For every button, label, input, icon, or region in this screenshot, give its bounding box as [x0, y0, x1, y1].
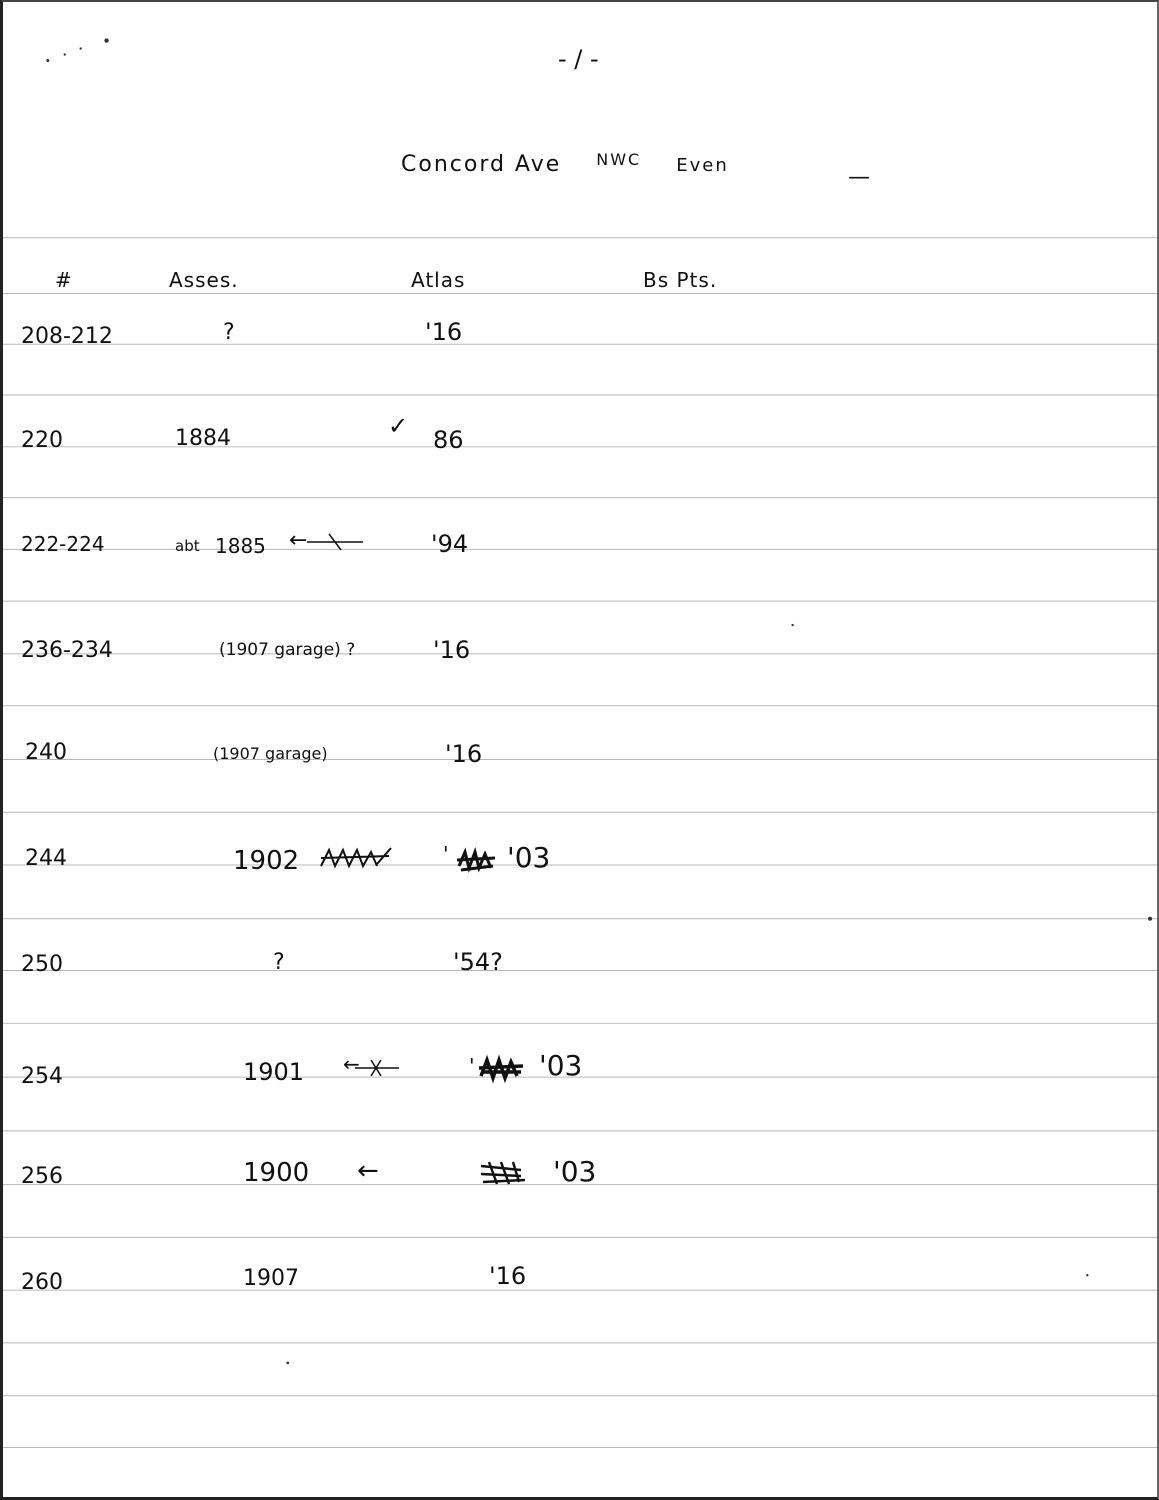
scribble-icon — [455, 846, 499, 874]
page-number: - / - — [558, 45, 599, 73]
title-dash: — — [848, 165, 870, 190]
row-asses: 1885 — [215, 534, 266, 558]
header-number: # — [55, 268, 73, 292]
row-asses: 1884 — [175, 426, 231, 451]
row-asses: 1900 — [243, 1158, 310, 1188]
ruled-lines — [3, 2, 1157, 1497]
row-asses: (1907 garage) — [213, 744, 328, 763]
row-number: 208-212 — [21, 324, 113, 349]
row-atlas-prefix: ' — [443, 842, 449, 866]
row-number: 260 — [21, 1270, 63, 1295]
title-side: Even — [676, 155, 729, 176]
row-asses: ? — [223, 320, 235, 345]
row-asses: (1907 garage) ? — [219, 640, 356, 660]
scribble-icon — [477, 1158, 529, 1188]
row-number: 236-234 — [21, 638, 113, 663]
arrow-left-icon: ← — [343, 1052, 360, 1076]
row-number: 220 — [21, 428, 63, 453]
crossed-arrow-icon — [353, 1058, 401, 1078]
row-asses-prefix: abt — [175, 537, 200, 555]
row-number: 254 — [21, 1064, 63, 1089]
row-atlas: '16 — [433, 636, 471, 664]
row-number: 222-224 — [21, 532, 105, 556]
row-number: 250 — [21, 952, 63, 977]
row-number: 256 — [21, 1164, 63, 1189]
crossed-arrow-icon — [303, 530, 367, 554]
row-atlas: '16 — [425, 318, 463, 346]
row-asses: 1901 — [243, 1058, 305, 1086]
row-atlas: '16 — [445, 740, 483, 768]
row-asses: ? — [273, 950, 285, 975]
row-atlas: '03 — [553, 1155, 597, 1188]
scribble-icon — [477, 1054, 527, 1084]
header-bs-pts: Bs Pts. — [643, 268, 718, 292]
page-title — [401, 152, 729, 176]
row-atlas: '54? — [453, 948, 503, 976]
row-atlas: '03 — [507, 841, 551, 874]
title-corner: NWC — [596, 150, 642, 169]
row-atlas: 86 — [433, 426, 464, 454]
row-atlas: '16 — [489, 1262, 527, 1290]
row-atlas-prefix: ' — [469, 1054, 475, 1078]
row-asses: 1902 — [233, 846, 300, 876]
arrow-left-icon: ← — [289, 528, 308, 553]
row-number: 244 — [25, 846, 67, 871]
row-atlas: '03 — [539, 1049, 583, 1082]
row-asses: 1907 — [243, 1266, 299, 1291]
row-number: 240 — [25, 740, 67, 765]
arrow-left-icon: ← — [357, 1156, 379, 1186]
scribble-icon — [317, 842, 393, 874]
title-street: Concord Ave — [401, 152, 562, 177]
row-atlas: '94 — [431, 530, 469, 558]
check-mark-icon: ✓ — [388, 412, 409, 440]
header-atlas: Atlas — [411, 268, 466, 292]
header-asses: Asses. — [169, 268, 239, 292]
